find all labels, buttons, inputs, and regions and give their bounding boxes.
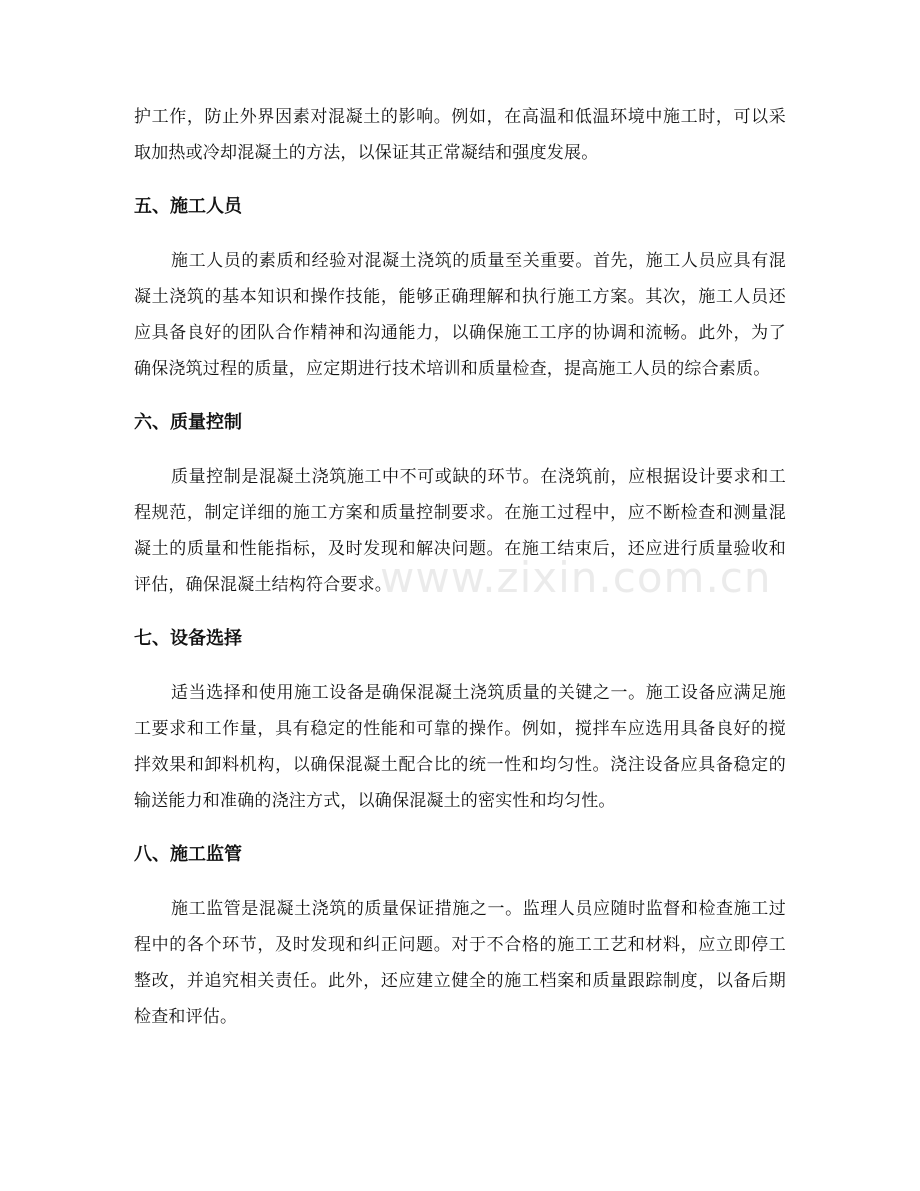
- section-heading-supervision: 八、施工监管: [134, 844, 242, 865]
- section-heading-equipment: 七、设备选择: [134, 628, 242, 649]
- section-paragraph-personnel: 施工人员的素质和经验对混凝土浇筑的质量至关重要。首先，施工人员应具有混凝土浇筑的基本知识和操作技能，能够正确理解和执行施工方案。其次，施工人员还应具备良好的团队合作精神和沟通能力，以确保施工工序的协调和流畅。此外，为了确保浇筑过程的质量，应定期进行技术培训和质量检查，提高施工人员的综合素质。: [134, 251, 786, 379]
- section-paragraph-supervision: 施工监管是混凝土浇筑的质量保证措施之一。监理人员应随时监督和检查施工过程中的各个环节，及时发现和纠正问题。对于不合格的施工工艺和材料，应立即停工整改，并追究相关责任。此外，还应建立健全的施工档案和质量跟踪制度，以备后期检查和评估。: [134, 899, 786, 1027]
- intro-paragraph: 护工作，防止外界因素对混凝土的影响。例如，在高温和低温环境中施工时，可以采取加热或冷却混凝土的方法，以保证其正常凝结和强度发展。: [134, 107, 786, 163]
- section-heading-personnel: 五、施工人员: [134, 196, 242, 217]
- section-paragraph-equipment: 适当选择和使用施工设备是确保混凝土浇筑质量的关键之一。施工设备应满足施工要求和工作量，具有稳定的性能和可靠的操作。例如，搅拌车应选用具备良好的搅拌效果和卸料机构，以确保混凝土配合比的统一性和均匀性。浇注设备应具备稳定的输送能力和准确的浇注方式，以确保混凝土的密实性和均匀性。: [134, 683, 786, 811]
- section-paragraph-quality-control: 质量控制是混凝土浇筑施工中不可或缺的环节。在浇筑前，应根据设计要求和工程规范，制定详细的施工方案和质量控制要求。在施工过程中，应不断检查和测量混凝土的质量和性能指标，及时发现和解决问题。在施工结束后，还应进行质量验收和评估，确保混凝土结构符合要求。: [134, 467, 786, 595]
- section-heading-quality-control: 六、质量控制: [134, 412, 242, 433]
- watermark: www.zixin.com.cn: [380, 553, 772, 602]
